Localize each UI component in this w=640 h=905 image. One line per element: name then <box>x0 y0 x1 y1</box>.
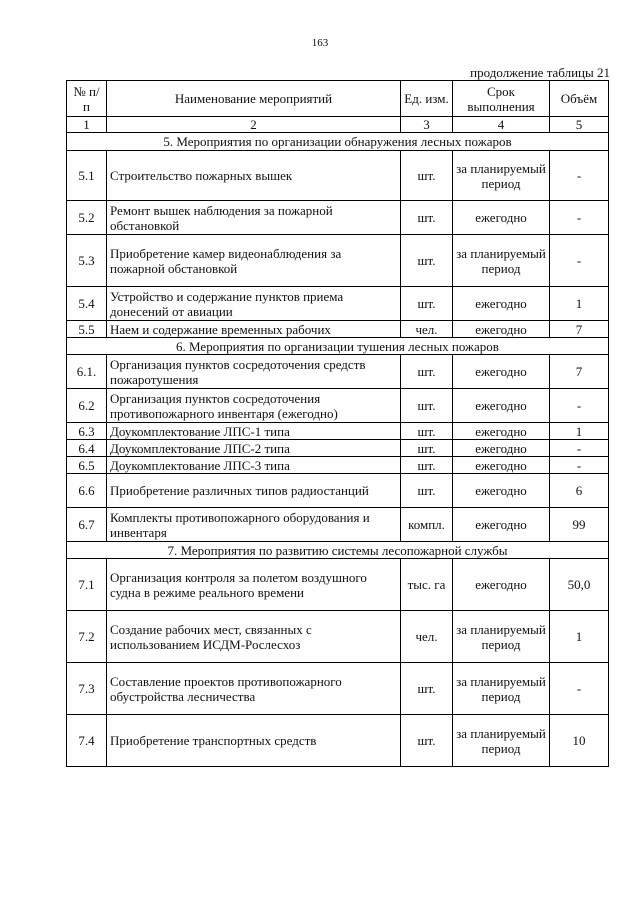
section-row <box>67 133 609 151</box>
header-num: № п/п <box>67 81 107 117</box>
measure-name: Строительство пожарных вышек <box>107 151 401 201</box>
section-title: 5. Мероприятия по организации обнаружения лесных пожаров <box>67 133 609 151</box>
volume-value: - <box>550 457 609 474</box>
unit-of-measure: шт. <box>401 440 453 457</box>
unit-of-measure: шт. <box>401 287 453 321</box>
table-row <box>67 508 609 542</box>
volume-value: 50,0 <box>550 559 609 611</box>
row-number: 6.2 <box>67 389 107 423</box>
column-number: 3 <box>401 117 453 133</box>
section-title: 7. Мероприятия по развитию системы лесопожарной службы <box>67 542 609 559</box>
volume-value: - <box>550 663 609 715</box>
row-number: 6.6 <box>67 474 107 508</box>
table-row <box>67 611 609 663</box>
unit-of-measure: чел. <box>401 611 453 663</box>
measures-table <box>66 80 609 767</box>
execution-term: ежегодно <box>453 201 550 235</box>
measure-name: Комплекты противопожарного оборудования и инвентаря <box>107 508 401 542</box>
execution-term: за планируемый период <box>453 611 550 663</box>
header-volume: Объём <box>550 81 609 117</box>
column-number: 5 <box>550 117 609 133</box>
table-row <box>67 457 609 474</box>
execution-term: ежегодно <box>453 389 550 423</box>
table-row <box>67 663 609 715</box>
volume-value: - <box>550 440 609 457</box>
row-number: 6.5 <box>67 457 107 474</box>
row-number: 7.4 <box>67 715 107 767</box>
measure-name: Приобретение транспортных средств <box>107 715 401 767</box>
unit-of-measure: шт. <box>401 389 453 423</box>
row-number: 5.5 <box>67 321 107 338</box>
unit-of-measure: шт. <box>401 457 453 474</box>
table-row <box>67 151 609 201</box>
table-row <box>67 287 609 321</box>
execution-term: ежегодно <box>453 474 550 508</box>
execution-term: ежегодно <box>453 321 550 338</box>
unit-of-measure: шт. <box>401 474 453 508</box>
row-number: 5.1 <box>67 151 107 201</box>
measure-name: Наем и содержание временных рабочих <box>107 321 401 338</box>
execution-term: за планируемый период <box>453 151 550 201</box>
unit-of-measure: чел. <box>401 321 453 338</box>
unit-of-measure: шт. <box>401 235 453 287</box>
execution-term: ежегодно <box>453 355 550 389</box>
execution-term: ежегодно <box>453 287 550 321</box>
measure-name: Доукомплектование ЛПС-2 типа <box>107 440 401 457</box>
section-row <box>67 542 609 559</box>
unit-of-measure: шт. <box>401 201 453 235</box>
unit-of-measure: шт. <box>401 423 453 440</box>
measure-name: Ремонт вышек наблюдения за пожарной обстановкой <box>107 201 401 235</box>
execution-term: за планируемый период <box>453 235 550 287</box>
table-row <box>67 559 609 611</box>
measure-name: Устройство и содержание пунктов приема донесений от авиации <box>107 287 401 321</box>
volume-value: 7 <box>550 355 609 389</box>
page-number: 163 <box>311 37 329 49</box>
volume-value: 6 <box>550 474 609 508</box>
volume-value: 1 <box>550 423 609 440</box>
row-number: 6.1. <box>67 355 107 389</box>
column-number: 2 <box>107 117 401 133</box>
table-row <box>67 389 609 423</box>
volume-value: 1 <box>550 611 609 663</box>
row-number: 7.1 <box>67 559 107 611</box>
table-row <box>67 201 609 235</box>
volume-value: 99 <box>550 508 609 542</box>
unit-of-measure: шт. <box>401 715 453 767</box>
table-row <box>67 715 609 767</box>
execution-term: ежегодно <box>453 423 550 440</box>
column-number: 1 <box>67 117 107 133</box>
volume-value: - <box>550 389 609 423</box>
row-number: 7.3 <box>67 663 107 715</box>
section-title: 6. Мероприятия по организации тушения лесных пожаров <box>67 338 609 355</box>
measure-name: Организация пунктов сосредоточения противопожарного инвентаря (ежегодно) <box>107 389 401 423</box>
execution-term: ежегодно <box>453 559 550 611</box>
measure-name: Создание рабочих мест, связанных с использованием ИСДМ-Рослесхоз <box>107 611 401 663</box>
row-number: 5.3 <box>67 235 107 287</box>
unit-of-measure: тыс. га <box>401 559 453 611</box>
measure-name: Доукомплектование ЛПС-3 типа <box>107 457 401 474</box>
unit-of-measure: шт. <box>401 355 453 389</box>
unit-of-measure: компл. <box>401 508 453 542</box>
volume-value: 1 <box>550 287 609 321</box>
row-number: 7.2 <box>67 611 107 663</box>
volume-value: - <box>550 151 609 201</box>
table-row <box>67 355 609 389</box>
volume-value: 7 <box>550 321 609 338</box>
measure-name: Приобретение камер видеонаблюдения за пожарной обстановкой <box>107 235 401 287</box>
row-number: 6.7 <box>67 508 107 542</box>
table-continuation-label: продолжение таблицы 21 <box>470 65 610 80</box>
execution-term: ежегодно <box>453 440 550 457</box>
measure-name: Организация пунктов сосредоточения средств пожаротушения <box>107 355 401 389</box>
measure-name: Приобретение различных типов радиостанций <box>107 474 401 508</box>
section-row <box>67 338 609 355</box>
table-header-row <box>67 81 609 117</box>
row-number: 6.3 <box>67 423 107 440</box>
table-row <box>67 321 609 338</box>
measure-name: Доукомплектование ЛПС-1 типа <box>107 423 401 440</box>
execution-term: за планируемый период <box>453 663 550 715</box>
column-number: 4 <box>453 117 550 133</box>
volume-value: 10 <box>550 715 609 767</box>
row-number: 5.4 <box>67 287 107 321</box>
table-row <box>67 423 609 440</box>
volume-value: - <box>550 201 609 235</box>
unit-of-measure: шт. <box>401 151 453 201</box>
execution-term: ежегодно <box>453 457 550 474</box>
table-row <box>67 474 609 508</box>
measure-name: Организация контроля за полетом воздушного судна в режиме реального времени <box>107 559 401 611</box>
execution-term: ежегодно <box>453 508 550 542</box>
table-row <box>67 235 609 287</box>
volume-value: - <box>550 235 609 287</box>
execution-term: за планируемый период <box>453 715 550 767</box>
measure-name: Составление проектов противопожарного обустройства лесничества <box>107 663 401 715</box>
table-row <box>67 440 609 457</box>
unit-of-measure: шт. <box>401 663 453 715</box>
column-numbers-row <box>67 117 609 133</box>
header-term: Срок выполнения <box>453 81 550 117</box>
header-unit: Ед. изм. <box>401 81 453 117</box>
header-name: Наименование мероприятий <box>107 81 401 117</box>
row-number: 5.2 <box>67 201 107 235</box>
row-number: 6.4 <box>67 440 107 457</box>
